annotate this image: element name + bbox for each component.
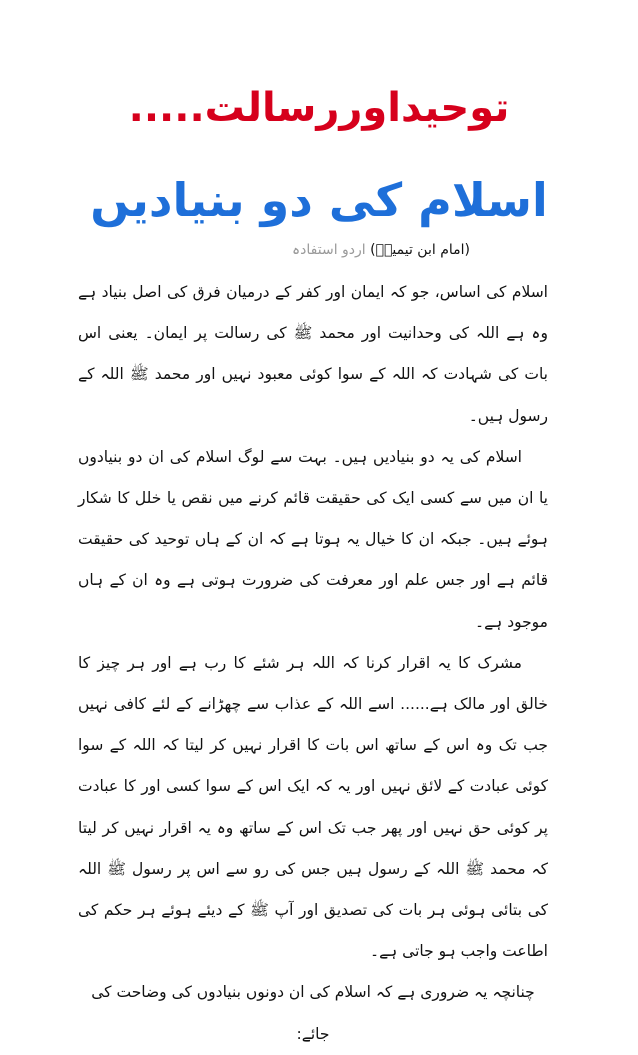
source-attribution: [180, 238, 470, 262]
paragraph-3: مشرک کا یہ اقرار کرنا کہ اللہ ہر شئے کا رب ہے اور ہر چیز کا خالق اور مالک ہے...... اسے اللہ کے عذاب سے چھڑانے کے لئے کافی نہیں جب تک وہ اس کے ساتھ اس بات کا اقرار نہیں کر لیتا کہ اللہ کے سوا کوئی عبادت کے لائق نہیں اور یہ کہ ایک اس کے سوا کسی اور کا عبادت پر کوئی حق نہیں اور پھر جب تک اس کے ساتھ وہ یہ اقرار نہیں کر لیتا کہ محمد ﷺ اللہ کے رسول ہیں جس کی رو سے اس پر رسول ﷺ اللہ کی بتائی ہوئی ہر بات کی تصدیق اور آپ ﷺ کے دیئے ہوئے ہر حکم کی اطاعت واجب ہو جاتی ہے۔: [78, 653, 548, 961]
paragraph-4: چنانچہ یہ ضروری ہے کہ اسلام کی ان دونوں بنیادوں کی وضاحت کی جائے:: [91, 983, 535, 1043]
page-title: توحیداوررسالت.....: [128, 85, 510, 131]
source-label: اردو استفادہ: [291, 242, 366, 258]
source-author: (امام ابن تیمیہؒ): [370, 242, 470, 258]
article-body: [78, 272, 548, 1055]
paragraph-1: اسلام کی اساس، جو کہ ایمان اور کفر کے درمیان فرق کی اصل بنیاد ہے وہ ہے اللہ کی وحدانیت اور محمد ﷺ کی رسالت پر ایمان۔ یعنی اس بات کی شہادت کہ اللہ کے سوا کوئی معبود نہیں اور محمد ﷺ اللہ کے رسول ہیں۔: [78, 283, 548, 425]
page-subtitle: اسلام کی دو بنیادیں: [90, 173, 548, 227]
paragraph-2: اسلام کی یہ دو بنیادیں ہیں۔ بہت سے لوگ اسلام کی ان دو بنیادوں یا ان میں سے کسی ایک کی حقیقت قائم کرنے میں نقص یا خلل کا شکار ہوئے ہیں۔ جبکہ ان کا خیال یہ ہوتا ہے کہ ان کے ہاں توحید کی حقیقت قائم ہے اور جس علم اور معرفت کی ضرورت ہوتی ہے وہ ان کے ہاں موجود ہے۔: [78, 447, 548, 631]
